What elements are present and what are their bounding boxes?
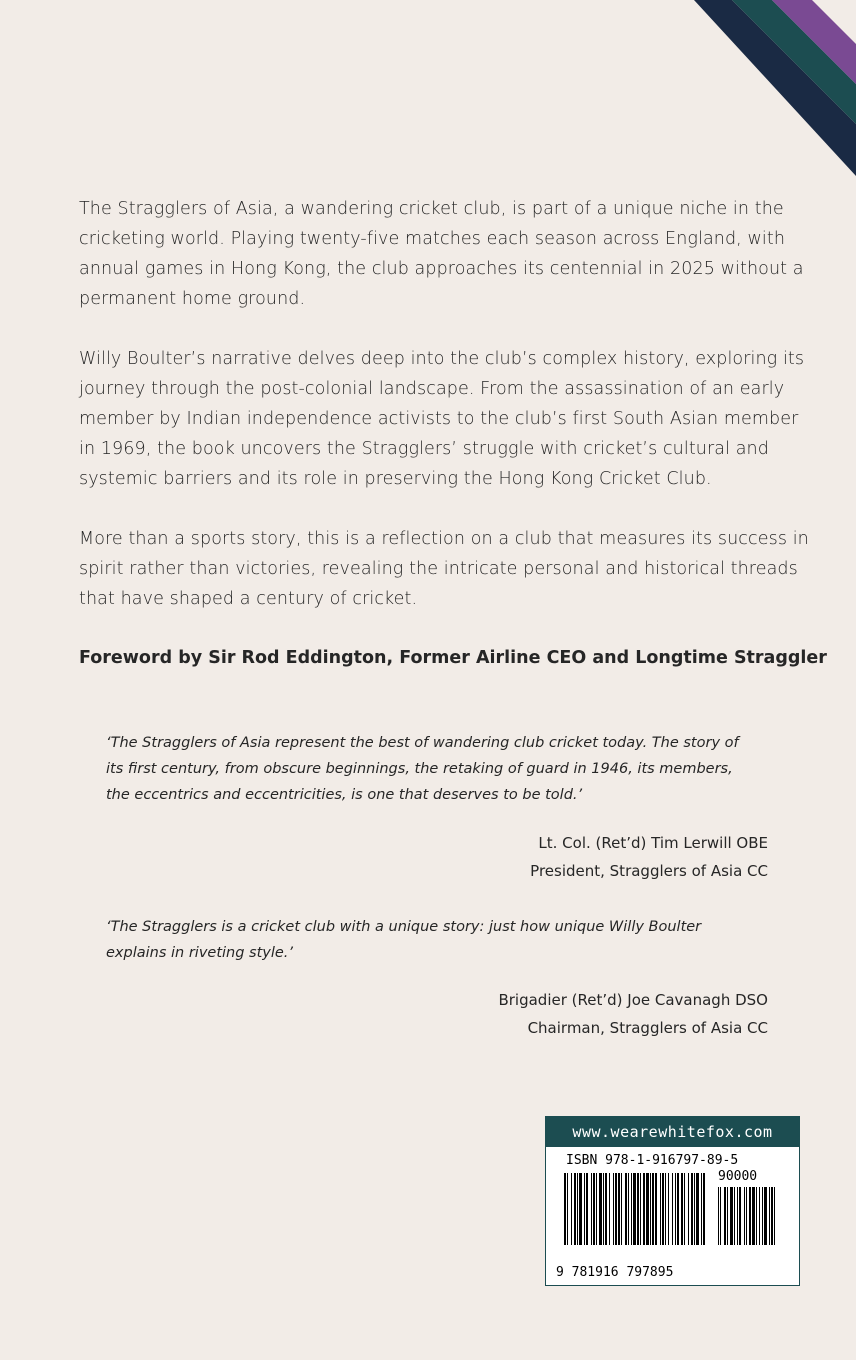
addon-barcode-bar	[724, 1187, 726, 1245]
barcode-bar	[574, 1173, 576, 1245]
barcode-bar	[584, 1173, 585, 1245]
ean-barcode	[564, 1173, 784, 1267]
endorsement-quote-1: ‘The Stragglers of Asia represent the best of wandering club cricket today. The story of its first century, from obscure beginnings, the retaking of guard in 1946, its members, the eccentrics and eccentricities, is one that deserves to be told.’	[106, 735, 739, 803]
publisher-website: www.wearewhitefox.com	[546, 1117, 799, 1147]
addon-barcode-bar	[746, 1187, 747, 1245]
barcode-bar	[599, 1173, 602, 1245]
barcode-bar	[618, 1173, 620, 1245]
addon-barcode-bar	[730, 1187, 733, 1245]
price-addon-number: 90000	[718, 1169, 758, 1184]
barcode-bar	[596, 1173, 597, 1245]
barcode-bar	[665, 1173, 666, 1245]
barcode-bar	[691, 1173, 693, 1245]
barcode-bar	[684, 1173, 685, 1245]
addon-barcode-bar	[752, 1187, 755, 1245]
barcode-bar	[567, 1173, 568, 1245]
barcode-bar	[640, 1173, 641, 1245]
barcode-bar	[672, 1173, 673, 1245]
endorsement-attribution-1	[530, 829, 768, 885]
barcode-bar	[662, 1173, 664, 1245]
barcode-bar	[637, 1173, 639, 1245]
barcode-bar	[652, 1173, 654, 1245]
endorser-role-1: President, Stragglers of Asia CC	[530, 862, 768, 880]
barcode-bar	[593, 1173, 595, 1245]
ean-digits: 9 781916 797895	[556, 1265, 674, 1280]
endorser-name-2: Brigadier (Ret’d) Joe Cavanagh DSO	[498, 991, 768, 1009]
barcode-bar	[564, 1173, 566, 1245]
barcode-bar	[643, 1173, 645, 1245]
barcode-bar	[625, 1173, 627, 1245]
addon-barcode-bar	[762, 1187, 763, 1245]
barcode-bar	[577, 1173, 578, 1245]
blurb-paragraph-1: The Stragglers of Asia, a wandering cricket club, is part of a unique niche in the cricketing world. Playing twenty-five matches each season across England, with annual games in Hong Kong, the club approaches its centennial in 2025 without a permanent home ground.	[79, 199, 804, 309]
endorser-name-1: Lt. Col. (Ret’d) Tim Lerwill OBE	[538, 834, 768, 852]
barcode-bar	[621, 1173, 622, 1245]
barcode-bar	[688, 1173, 689, 1245]
barcode-bar	[694, 1173, 695, 1245]
addon-barcode-bar	[739, 1187, 741, 1245]
addon-barcode-bar	[771, 1187, 773, 1245]
endorser-role-2: Chairman, Stragglers of Asia CC	[527, 1019, 768, 1037]
corner-stripes-decoration	[0, 0, 856, 220]
isbn-barcode-box	[545, 1116, 800, 1286]
barcode-bar	[613, 1173, 614, 1245]
barcode-bar	[633, 1173, 636, 1245]
barcode-bar	[675, 1173, 676, 1245]
barcode-bar	[668, 1173, 669, 1245]
barcode-bar	[579, 1173, 582, 1245]
addon-barcode-bar	[756, 1187, 757, 1245]
barcode-bar	[701, 1173, 702, 1245]
barcode-bar	[571, 1173, 572, 1245]
addon-barcode-bar	[720, 1187, 721, 1245]
barcode-bar	[650, 1173, 651, 1245]
addon-barcode-bar	[749, 1187, 751, 1245]
blurb-paragraph-2: Willy Boulter’s narrative delves deep into the club’s complex history, exploring its journey through the post-colonial landscape. From the assassination of an early member by Indian independence activists to the club’s first South Asian member in 1969, the book uncovers the Stragglers’ struggle with cricket’s cultural and systemic barriers and its role in preserving the Hong Kong Cricket Club.	[79, 349, 805, 489]
addon-barcode-bar	[744, 1187, 745, 1245]
foreword-credit: Foreword by Sir Rod Eddington, Former Airline CEO and Longtime Straggler	[79, 648, 827, 668]
barcode-bar	[677, 1173, 679, 1245]
addon-barcode-bar	[764, 1187, 767, 1245]
barcode-bar	[655, 1173, 657, 1245]
barcode-bar	[591, 1173, 592, 1245]
barcode-bar	[660, 1173, 661, 1245]
endorsement-quote-2: ‘The Stragglers is a cricket club with a unique story: just how unique Willy Boulter explains in riveting style.’	[106, 919, 702, 961]
addon-barcode-bar	[759, 1187, 760, 1245]
isbn-text: ISBN 978-1-916797-89-5	[566, 1153, 739, 1168]
barcode-bar	[646, 1173, 649, 1245]
barcode-bar	[605, 1173, 607, 1245]
addon-barcode-bar	[737, 1187, 738, 1245]
barcode-bar	[586, 1173, 588, 1245]
addon-barcode-bar	[727, 1187, 728, 1245]
barcode-bar	[631, 1173, 632, 1245]
endorsement-attribution-2	[498, 986, 768, 1042]
barcode-bar	[703, 1173, 705, 1245]
barcode-bar	[681, 1173, 683, 1245]
addon-barcode-bar	[774, 1187, 775, 1245]
barcode-bar	[615, 1173, 617, 1245]
addon-barcode-bar	[769, 1187, 770, 1245]
addon-barcode-bar	[734, 1187, 735, 1245]
barcode-bar	[628, 1173, 629, 1245]
addon-barcode-bar	[718, 1187, 719, 1245]
blurb-paragraph-3: More than a sports story, this is a reflection on a club that measures its success in spirit rather than victories, revealing the intricate personal and historical threads that have shaped a century of cricket.	[79, 529, 809, 609]
barcode-bar	[603, 1173, 604, 1245]
barcode-bar	[696, 1173, 699, 1245]
barcode-bar	[609, 1173, 610, 1245]
